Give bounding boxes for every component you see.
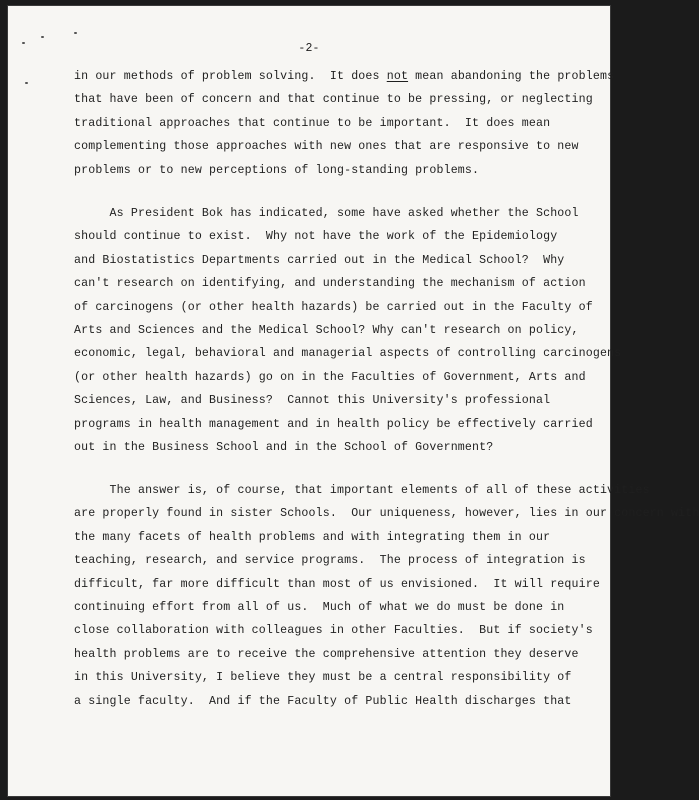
text-line: and Biostatistics Departments carried out in the Medical School? Why	[74, 253, 565, 267]
text-line: close collaboration with colleagues in other Faculties. But if society's	[74, 624, 593, 638]
text-line: As President Bok has indicated, some have asked whether the School	[74, 207, 579, 220]
text-line: Sciences, Law, and Business? Cannot this University's professional	[74, 394, 551, 408]
paragraph-1	[74, 65, 615, 182]
text-line: The answer is, of course, that important elements of all of these activities	[74, 484, 650, 497]
text-line: in this University, I believe they must be a central responsibility of	[74, 671, 572, 685]
text-line: problems or to new perceptions of long-standing problems.	[74, 163, 480, 177]
text-line: of carcinogens (or other health hazards) be carried out in the Faculty of	[74, 300, 593, 314]
text-line: are properly found in sister Schools. Our uniqueness, however, lies in our concern with	[74, 507, 699, 521]
text-line: health problems are to receive the comprehensive attention they deserve	[74, 647, 579, 661]
scan-speck	[25, 82, 28, 84]
text-line: difficult, far more difficult than most of us envisioned. It will require	[74, 577, 600, 591]
text-line: in our methods of problem solving. It does not mean abandoning the problems	[74, 70, 615, 83]
text-line: programs in health management and in health policy be effectively carried	[74, 417, 593, 431]
text-line: that have been of concern and that continue to be pressing, or neglecting	[74, 93, 593, 107]
text-line: continuing effort from all of us. Much of what we do must be done in	[74, 601, 565, 615]
text-line: can't research on identifying, and understanding the mechanism of action	[74, 277, 586, 291]
text-line: complementing those approaches with new ones that are responsive to new	[74, 140, 579, 154]
text-line: teaching, research, and service programs. The process of integration is	[74, 554, 586, 568]
text-line: traditional approaches that continue to be important. It does mean	[74, 116, 551, 130]
document-page	[8, 6, 699, 796]
page-number: -2-	[298, 42, 320, 55]
paragraph-3	[74, 479, 699, 713]
text-line: Arts and Sciences and the Medical School? Why can't research on policy,	[74, 324, 579, 338]
paragraph-2	[74, 202, 622, 459]
text-line: (or other health hazards) go on in the Faculties of Government, Arts and	[74, 370, 586, 384]
text-line: the many facets of health problems and with integrating them in our	[74, 530, 551, 544]
text-line: should continue to exist. Why not have the work of the Epidemiology	[74, 230, 558, 244]
text-line: economic, legal, behavioral and managerial aspects of controlling carcinogens	[74, 347, 622, 361]
scan-speck	[41, 36, 44, 38]
text-line: out in the Business School and in the School of Government?	[74, 441, 494, 455]
scan-speck	[74, 32, 77, 34]
underlined-word: not	[386, 70, 409, 83]
text-line: a single faculty. And if the Faculty of Public Health discharges that	[74, 694, 572, 708]
